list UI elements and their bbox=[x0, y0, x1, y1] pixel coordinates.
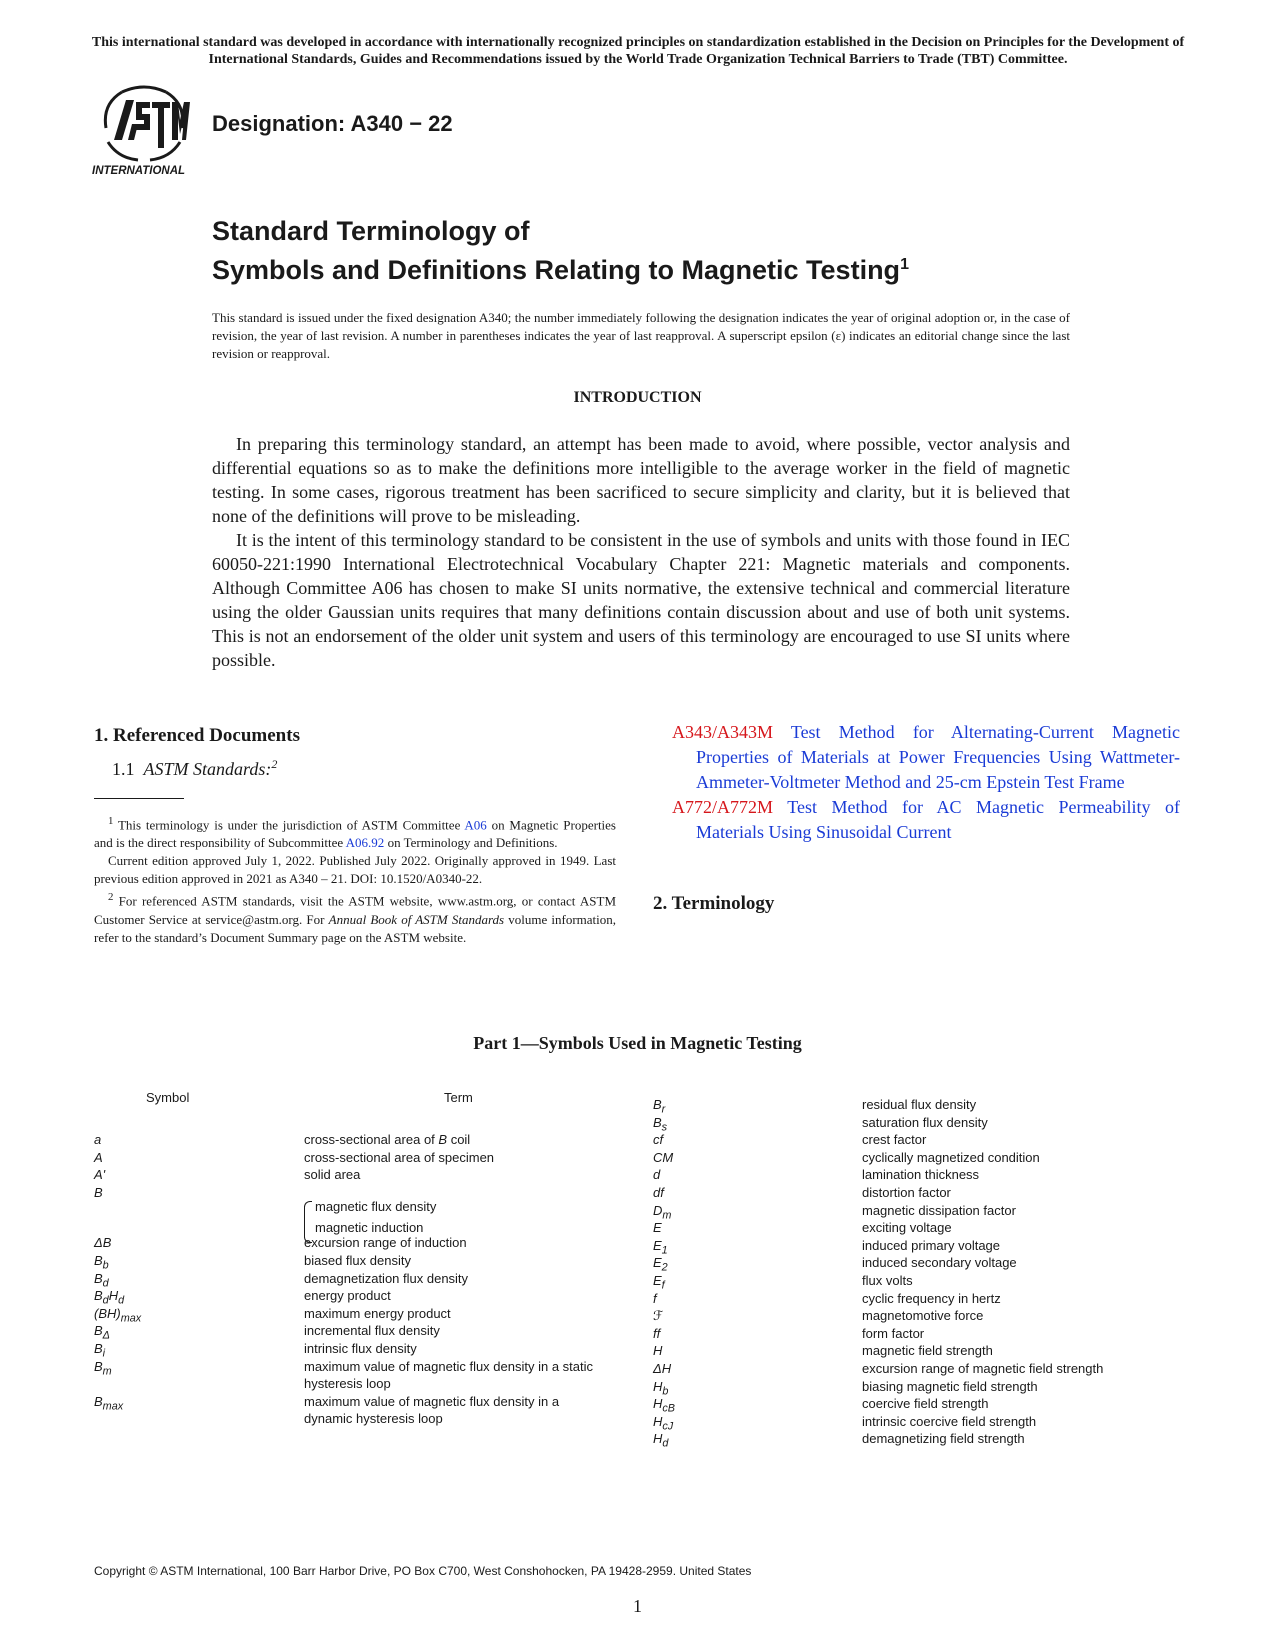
term-cell: induced primary voltage bbox=[862, 1237, 1001, 1253]
section-1-1-heading: 1.1 ASTM Standards:$^2$ bbox=[112, 757, 278, 779]
term-cell: biasing magnetic field strength bbox=[862, 1378, 1038, 1394]
section-1-heading: 1. Referenced Documents bbox=[94, 725, 300, 746]
section-2-heading: 2. Terminology bbox=[653, 893, 775, 914]
footnotes bbox=[94, 812, 616, 947]
symbol-cell: $D_m$ bbox=[653, 1202, 672, 1222]
introduction-heading: INTRODUCTION bbox=[573, 389, 702, 406]
spacer bbox=[94, 1201, 294, 1234]
symbol-cell: CM bbox=[653, 1149, 674, 1165]
term-cell: maximum value of magnetic flux density in a dynamic hysteresis loop bbox=[304, 1393, 560, 1427]
ref-code[interactable]: A343/A343M bbox=[672, 722, 774, 742]
symbol-cell: $(BH)_{max}$ bbox=[94, 1305, 142, 1325]
title-line-2: Symbols and Definitions Relating to Magnetic Testing$^1$ bbox=[212, 255, 909, 285]
symbol-cell: df bbox=[653, 1184, 664, 1200]
term-cell: demagnetization flux density bbox=[304, 1270, 469, 1286]
symbol-cell: cf bbox=[653, 1132, 664, 1148]
brace-term-1: magnetic flux density bbox=[315, 1199, 437, 1214]
designation: Designation: A340 − 22 bbox=[212, 111, 453, 136]
term-cell: coercive field strength bbox=[862, 1396, 989, 1412]
symbol-cell: $E_1$ bbox=[653, 1237, 668, 1257]
term-cell: distortion factor bbox=[862, 1184, 951, 1200]
term-cell: lamination thickness bbox=[862, 1167, 980, 1183]
symbol-cell: A' bbox=[94, 1167, 106, 1183]
table-title: Part 1—Symbols Used in Magnetic Testing bbox=[473, 1033, 802, 1053]
left-term-column bbox=[304, 1131, 614, 1428]
brace-term-2: magnetic induction bbox=[315, 1220, 424, 1235]
term-cell: maximum value of magnetic flux density in a static hysteresis loop bbox=[304, 1358, 594, 1392]
term-cell: biased flux density bbox=[304, 1252, 411, 1268]
symbol-cell: A bbox=[94, 1149, 103, 1165]
symbol-cell: $E_f$ bbox=[653, 1272, 665, 1292]
symbol-cell: ff bbox=[653, 1325, 661, 1341]
column-header-symbol: Symbol bbox=[146, 1090, 190, 1105]
term-cell: excursion range of magnetic field strength bbox=[862, 1360, 1104, 1376]
column-header-term: Term bbox=[444, 1090, 473, 1105]
term-cell: magnetomotive force bbox=[862, 1308, 984, 1324]
copyright: Copyright © ASTM International, 100 Barr Harbor Drive, PO Box C700, West Conshohocken, PA 19428-2959. United States bbox=[94, 1564, 752, 1578]
symbol-cell: $B_dH_d$ bbox=[94, 1288, 125, 1307]
term-cell: form factor bbox=[862, 1325, 925, 1341]
term-cell: intrinsic coercive field strength bbox=[862, 1413, 1037, 1429]
term-cell: excursion range of induction bbox=[304, 1235, 467, 1251]
term-cell: saturation flux density bbox=[862, 1114, 988, 1130]
symbol-cell: $H_d$ bbox=[653, 1431, 669, 1450]
symbol-cell: $B_s$ bbox=[653, 1114, 668, 1134]
intro-paragraph-1: In preparing this terminology standard, an attempt has been made to avoid, where possible, vector analysis and differential equations so as to make the definitions more intelligible to the average worker in the field of magnetic testing. In some cases, rigorous treatment has been sacrificed to secure simplicity and clarity, but it is believed that none of the definitions will prove to be misleading. bbox=[212, 434, 1070, 526]
footnote-1-edition: Current edition approved July 1, 2022. Published July 2022. Originally approved in 1949. Last previous edition approved in 2021 as A340 – 21. DOI: 10.1520/A0340-22. bbox=[94, 853, 616, 887]
committee-a06-link[interactable]: A06 bbox=[464, 817, 487, 833]
term-cell: solid area bbox=[304, 1167, 361, 1183]
term-cell: magnetic dissipation factor bbox=[862, 1202, 1016, 1218]
issue-note: This standard is issued under the fixed designation A340; the number immediately following the designation indicates the year of original adoption or, in the case of revision, the year of last revision. A number in parentheses indicates the year of last reapproval. A superscript epsilon (ε) indicates an editorial change since the last revision or reapproval. bbox=[212, 310, 1070, 361]
subcommittee-a06-92-link[interactable]: A06.92 bbox=[345, 835, 385, 851]
referenced-standards-list bbox=[672, 720, 1180, 845]
symbol-cell: $H_{cJ}$ bbox=[653, 1413, 674, 1433]
footnote-1: $^1$ This terminology is under the jurisdiction of ASTM Committee A06 on Magnetic Properties and is the direct responsibility of Subcommittee A06.92 on Terminology and Definitions. bbox=[94, 815, 616, 851]
right-symbol-column bbox=[653, 1096, 853, 1448]
symbol-cell: ℱ bbox=[653, 1308, 664, 1324]
footnote-divider bbox=[94, 798, 184, 799]
symbol-cell: $H_{cB}$ bbox=[653, 1396, 676, 1415]
term-cell: flux volts bbox=[862, 1272, 913, 1288]
term-cell: exciting voltage bbox=[862, 1220, 952, 1236]
symbol-cell: ΔH bbox=[653, 1360, 672, 1376]
symbol-cell: $H_b$ bbox=[653, 1378, 669, 1398]
introduction-body bbox=[212, 432, 1070, 672]
symbol-cell: $B_d$ bbox=[94, 1270, 109, 1290]
term-cell: cyclically magnetized condition bbox=[862, 1149, 1040, 1165]
symbol-cell: H bbox=[653, 1343, 663, 1359]
footnote-2: $^2$ For referenced ASTM standards, visit the ASTM website, www.astm.org, or contact ASTM Customer Service at service@astm.org. For Annual Book of ASTM Standards volume information, refer to the standard’s Document Summary page on the ASTM website. bbox=[94, 891, 617, 945]
symbol-cell: ΔB bbox=[94, 1235, 112, 1251]
symbol-cell: $B_r$ bbox=[653, 1097, 666, 1116]
title-footnote-marker: 1 bbox=[900, 256, 909, 273]
intro-paragraph-2: It is the intent of this terminology standard to be consistent in the use of symbols and units with those found in IEC 60050-221:1990 International Electrotechnical Vocabulary Chapter 221: Magnetic materials and components. Although Committee A06 has chosen to make SI units normative, the extensive technical and commercial literature using the older Gaussian units requires that many definitions contain discussion about and use of both unit systems. This is not an endorsement of the older unit system and users of this terminology are encouraged to use SI units where possible. bbox=[212, 530, 1070, 670]
symbol-cell: $B_\Delta$ bbox=[94, 1323, 110, 1342]
symbol-cell: B bbox=[94, 1184, 103, 1200]
term-cell: magnetic field strength bbox=[862, 1343, 993, 1359]
symbol-cell: $B_{max}$ bbox=[94, 1393, 124, 1413]
term-cell: demagnetizing field strength bbox=[862, 1431, 1025, 1447]
symbol-cell: d bbox=[653, 1167, 661, 1183]
right-term-column bbox=[862, 1096, 1192, 1448]
ref-title[interactable]: Test Method for AC Magnetic Permeability of Materials Using Sinusoidal Current bbox=[696, 797, 1180, 842]
ref-title[interactable]: Test Method for Alternating-Current Magnetic Properties of Materials at Power Frequencies Using Wattmeter-Ammeter-Voltmeter Method and 25-cm Epstein Test Frame bbox=[696, 722, 1180, 792]
symbol-cell: E bbox=[653, 1220, 662, 1236]
page-number: 1 bbox=[633, 1596, 642, 1616]
symbol-cell: f bbox=[653, 1290, 657, 1306]
ref-item[interactable] bbox=[672, 720, 1180, 795]
symbol-cell: a bbox=[94, 1132, 102, 1147]
brace-group bbox=[304, 1199, 534, 1249]
title-line-1: Standard Terminology of bbox=[212, 216, 530, 246]
footnote-marker-2: 2 bbox=[271, 757, 278, 771]
symbol-cell: $B_i$ bbox=[94, 1340, 106, 1360]
term-cell: residual flux density bbox=[862, 1097, 977, 1112]
brace-icon bbox=[304, 1201, 312, 1243]
term-cell: induced secondary voltage bbox=[862, 1255, 1017, 1271]
term-cell: incremental flux density bbox=[304, 1323, 440, 1339]
term-cell: intrinsic flux density bbox=[304, 1340, 417, 1356]
ref-item[interactable] bbox=[672, 795, 1180, 845]
ref-code[interactable]: A772/A772M bbox=[672, 797, 774, 817]
symbol-cell: $B_b$ bbox=[94, 1252, 109, 1272]
term-cell: energy product bbox=[304, 1288, 391, 1304]
term-cell: cyclic frequency in hertz bbox=[862, 1290, 1001, 1306]
term-cell: maximum energy product bbox=[304, 1305, 451, 1321]
wto-notice: This international standard was developed in accordance with internationally recognized principles on standardization established in the Decision on Principles for the Development of International Standards, Guides and Recommendations issued by the World Trade Organization Technical Barriers to Trade (TBT) Committee. bbox=[91, 35, 1185, 67]
left-symbol-column bbox=[94, 1131, 294, 1428]
symbol-cell: $E_2$ bbox=[653, 1255, 668, 1274]
astm-logo bbox=[92, 84, 196, 178]
logo-text: INTERNATIONAL bbox=[92, 165, 186, 177]
term-cell: cross-sectional area of specimen bbox=[304, 1149, 495, 1165]
symbol-cell: $B_m$ bbox=[94, 1358, 112, 1378]
document-title bbox=[212, 214, 909, 287]
term-cell: crest factor bbox=[862, 1132, 927, 1148]
term-cell: cross-sectional area of B coil bbox=[304, 1132, 471, 1147]
